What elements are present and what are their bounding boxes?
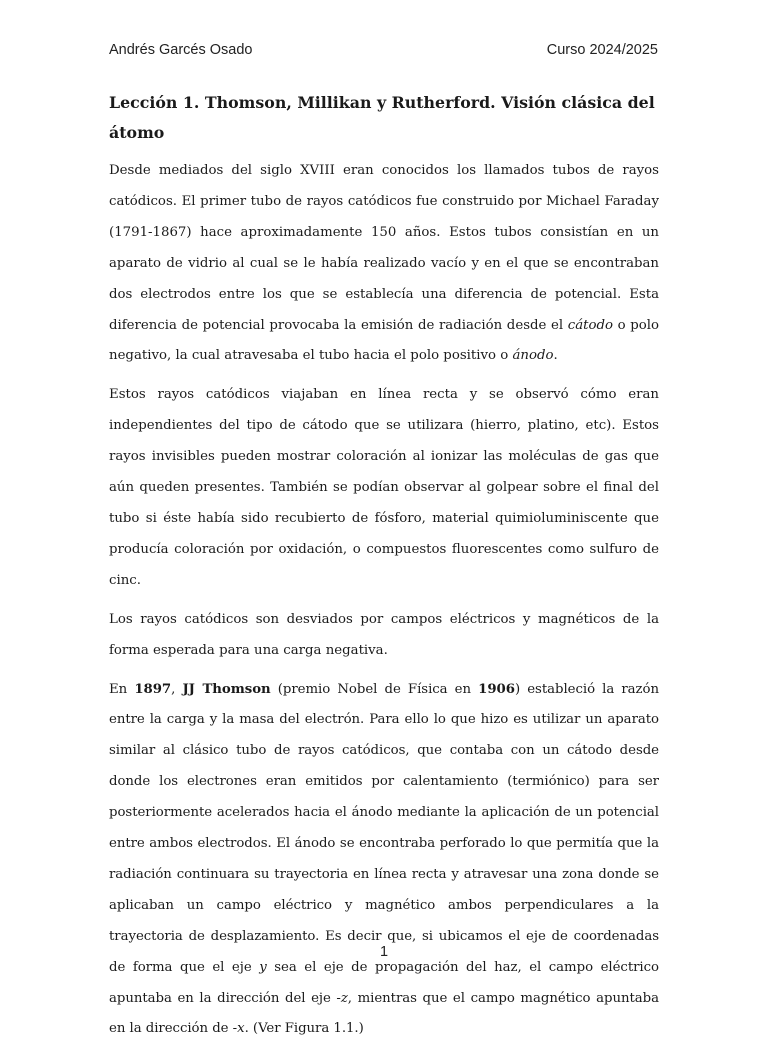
axis-y: y — [259, 959, 267, 975]
paragraph-4-text-a: En — [109, 681, 135, 697]
paragraph-4-text-c: (premio Nobel de Física en — [270, 681, 479, 697]
lesson-title: Lección 1. Thomson, Millikan y Rutherford. Visión clásica del átomo — [109, 93, 655, 142]
paragraph-4-text-g: . (Ver Figura 1.1.) — [244, 1021, 364, 1037]
axis-minus-z: -z — [336, 990, 348, 1006]
term-catodo: cátodo — [567, 317, 613, 333]
page-header — [109, 42, 658, 58]
header-course: Curso 2024/2025 — [546, 42, 658, 58]
paragraph-2: Estos rayos catódicos viajaban en línea recta y se observó cómo eran independientes del tipo de cátodo que se utilizara (hierro, platino, etc). Estos rayos invisibles pueden mostrar coloración al ionizar las moléculas de gas que aún queden presentes. También se podían observar al golpear sobre el final del tubo si éste había sido recubierto de fósforo, material quimioluminiscente que producía coloración por oxidación, o compuestos fluorescentes como sulfuro de cinc. — [109, 387, 659, 588]
paragraph-4-text-f: , mientras que el campo magnético apuntaba en la dirección de — [109, 990, 659, 1037]
paragraph-1 — [109, 156, 659, 372]
page-number: 1 — [379, 944, 389, 960]
document-body — [109, 88, 659, 1053]
paragraph-1-text-b: o polo negativo, la cual atravesaba el tubo hacia el polo positivo o — [109, 317, 660, 364]
paragraph-4-text-e: sea el eje de propagación del haz, el campo eléctrico apuntaba en la dirección del eje — [109, 959, 659, 1006]
paragraph-4-text-b: , — [171, 681, 183, 697]
header-author: Andrés Garcés Osado — [109, 42, 253, 58]
term-anodo: ánodo — [512, 348, 554, 364]
paragraph-1-text-a: Desde mediados del siglo XVIII eran conocidos los llamados tubos de rayos catódicos. El primer tubo de rayos catódicos fue construido por Michael Faraday (1791-1867) hace aproximadamente 150 años. Estos tubos consistían en un aparato de vidrio al cual se le había realizado vacío y en el que se encontraban dos electrodos entre los que se establecía una diferencia de potencial. Esta diferencia de potencial provocaba la emisión de radiación desde el — [109, 163, 659, 333]
paragraph-4-text-d: ) estableció la razón entre la carga y la masa del electrón. Para ello lo que hizo es utilizar un aparato similar al clásico tubo de rayos catódicos, que contaba con un cátodo desde donde los electrones eran emitidos por calentamiento (termiónico) para ser posteriormente acelerados hacia el ánodo mediante la aplicación de un potencial entre ambos electrodos. El ánodo se encontraba perforado lo que permitía que la radiación continuara su trayectoria en línea recta y atravesar una zona donde se aplicaban un campo eléctrico y magnético ambos perpendiculares a la trayectoria de desplazamiento. Es decir que, si ubicamos el eje de coordenadas de forma que el eje — [109, 681, 659, 975]
paragraph-1-text-c: . — [553, 348, 558, 364]
year-1906: 1906 — [478, 681, 515, 697]
name-jj-thomson: JJ Thomson — [182, 681, 271, 697]
axis-minus-x: -x — [232, 1021, 245, 1037]
paragraph-3: Los rayos catódicos son desviados por campos eléctricos y magnéticos de la forma esperada para una carga negativa. — [109, 611, 659, 658]
year-1897: 1897 — [134, 681, 172, 697]
paragraph-4 — [109, 675, 659, 1046]
